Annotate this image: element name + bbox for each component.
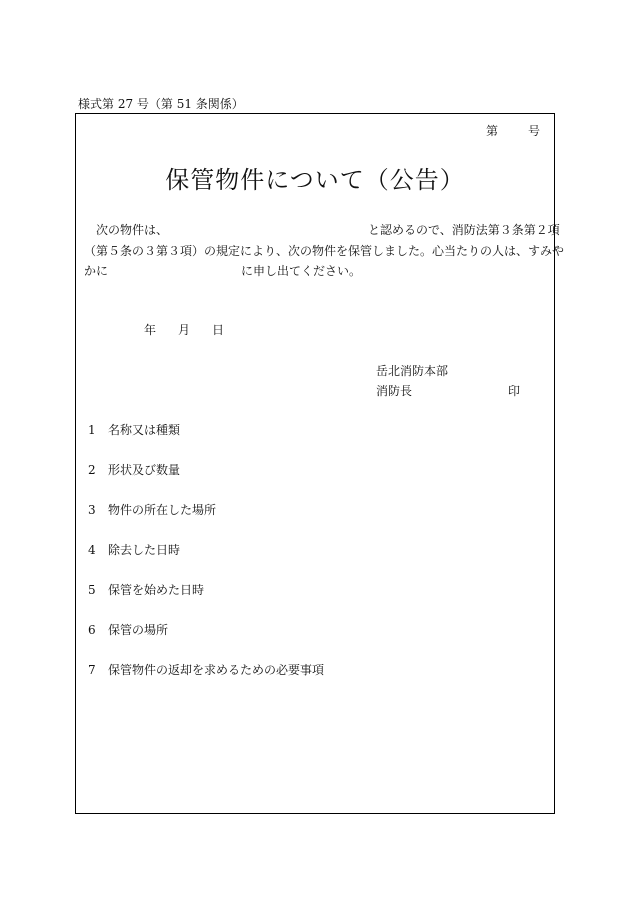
body-line-1-start: 次の物件は、 — [96, 223, 169, 237]
document-number-suffix: 号 — [527, 124, 540, 138]
body-line-1 — [84, 220, 560, 241]
list-item — [88, 621, 168, 638]
item-label: 物件の所在した場所 — [108, 503, 217, 517]
date-day: 日 — [212, 323, 225, 337]
date-year: 年 — [144, 323, 157, 337]
body-line-3-start: かに — [84, 264, 109, 278]
list-item — [88, 461, 180, 478]
date-month: 月 — [178, 323, 191, 337]
list-item — [88, 541, 180, 558]
body-line-3-end: に申し出てください。 — [241, 264, 362, 278]
list-item — [88, 661, 324, 678]
document-title: 保管物件について（公告） — [165, 166, 465, 194]
form-label: 様式第 27 号（第 51 条関係） — [78, 97, 244, 111]
item-number: 1 — [88, 423, 96, 437]
document-number — [486, 122, 540, 139]
item-label: 名称又は種類 — [108, 423, 181, 437]
list-item — [88, 501, 216, 518]
list-item — [88, 581, 204, 598]
body-line-3 — [84, 261, 549, 282]
item-number: 4 — [88, 543, 96, 557]
item-label: 保管物件の返却を求めるための必要事項 — [108, 663, 325, 677]
list-item — [88, 421, 180, 438]
item-number: 2 — [88, 463, 96, 477]
item-number: 3 — [88, 503, 96, 517]
issuer-department: 岳北消防本部 — [376, 364, 449, 378]
item-label: 保管の場所 — [108, 623, 169, 637]
item-number: 5 — [88, 583, 96, 597]
item-number: 6 — [88, 623, 96, 637]
notice-body — [84, 220, 565, 282]
seal-mark: 印 — [508, 384, 521, 398]
item-number: 7 — [88, 663, 96, 677]
body-line-2: （第５条の３第３項）の規定により、次の物件を保管しました。心当たりの人は、すみや — [84, 243, 565, 258]
item-label: 保管を始めた日時 — [108, 583, 205, 597]
item-label: 除去した日時 — [108, 543, 181, 557]
issuer-chief: 消防長 — [376, 384, 413, 398]
body-line-1-end: と認めるので、消防法第３条第２項 — [368, 223, 560, 237]
item-label: 形状及び数量 — [108, 463, 181, 477]
document-number-prefix: 第 — [485, 124, 498, 138]
notice-date — [144, 321, 224, 338]
document-frame — [75, 113, 565, 814]
